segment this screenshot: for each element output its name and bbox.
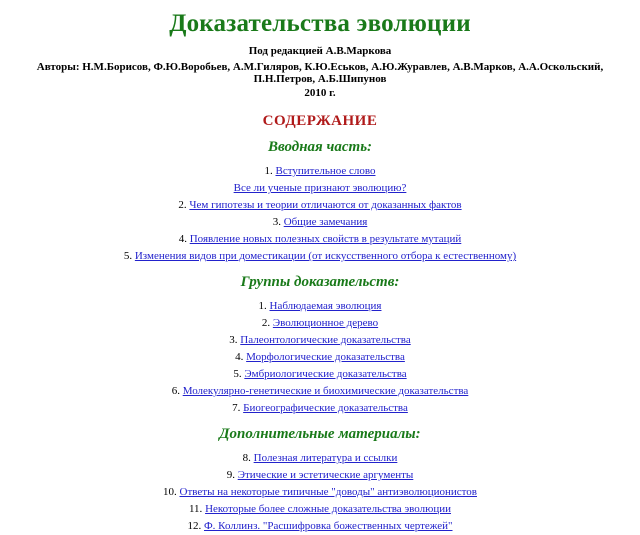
section-heading: Группы доказательств: <box>240 274 400 290</box>
toc-link[interactable]: Все ли ученые признают эволюцию? <box>233 182 407 194</box>
section-heading: Вводная часть: <box>267 139 373 155</box>
toc-link[interactable]: Изменения видов при доместикации (от искусственного отбора к естественному) <box>134 250 517 262</box>
list-item <box>0 214 640 231</box>
toc-link[interactable]: Ф. Коллинз. "Расшифровка божественных чертежей" <box>203 520 453 532</box>
item-number: 5. <box>233 368 242 380</box>
item-number: 3. <box>229 334 238 346</box>
toc-section-evidence-groups <box>0 274 640 417</box>
year-line: 2010 г. <box>304 87 336 99</box>
list-item <box>0 484 640 501</box>
list-item <box>0 450 640 467</box>
toc-link[interactable]: Морфологические доказательства <box>246 351 405 363</box>
item-number: 3. <box>272 216 281 228</box>
item-number: 1. <box>258 300 267 312</box>
toc-link[interactable]: Биогеографические доказательства <box>243 402 408 414</box>
list-item <box>0 366 640 383</box>
item-number: 9. <box>226 469 235 481</box>
list-item <box>0 501 640 518</box>
item-number: 2. <box>261 317 271 329</box>
list-item <box>0 400 640 417</box>
list-item <box>0 180 640 197</box>
toc-link[interactable]: Ответы на некоторые типичные "доводы" антиэволюционистов <box>179 486 477 498</box>
section-heading: Дополнительные материалы: <box>219 426 421 442</box>
item-number: 12. <box>187 520 202 532</box>
toc-section-additional <box>0 426 640 535</box>
item-number: 10. <box>163 486 177 498</box>
list-item <box>0 197 640 214</box>
item-number: 7. <box>232 402 241 414</box>
list-item <box>0 349 640 366</box>
page-title: Доказательства эволюции <box>169 10 471 37</box>
item-number: 8. <box>242 452 251 464</box>
item-number: 5. <box>123 250 133 262</box>
list-item <box>0 298 640 315</box>
toc-link[interactable]: Полезная литература и ссылки <box>253 452 398 464</box>
toc-link[interactable]: Эмбриологические доказательства <box>244 368 407 380</box>
list-item <box>0 467 640 484</box>
item-number: 4. <box>235 351 244 363</box>
toc-heading: СОДЕРЖАНИЕ <box>262 113 378 129</box>
toc-link[interactable]: Этические и эстетические аргументы <box>237 469 414 481</box>
toc-link[interactable]: Некоторые более сложные доказательства эволюции <box>205 503 452 515</box>
authors-line: Авторы: Н.М.Борисов, Ф.Ю.Воробьев, А.М.Гиляров, К.Ю.Еськов, А.Ю.Журавлев, А.В.Марков, А.А.Оскольский, П.Н.Петров, А.Б.Шипунов <box>36 61 604 85</box>
list-item <box>0 332 640 349</box>
toc-section-intro <box>0 139 640 265</box>
toc-link[interactable]: Чем гипотезы и теории отличаются от доказанных фактов <box>189 199 462 211</box>
toc-link[interactable]: Палеонтологические доказательства <box>240 334 411 346</box>
toc-link[interactable]: Наблюдаемая эволюция <box>269 300 382 312</box>
list-item <box>0 315 640 332</box>
item-number: 11. <box>188 503 203 515</box>
toc-link[interactable]: Появление новых полезных свойств в результате мутаций <box>189 233 462 245</box>
list-item <box>0 231 640 248</box>
toc-link[interactable]: Молекулярно-генетические и биохимические доказательства <box>182 385 469 397</box>
item-number: 6. <box>171 385 180 397</box>
toc-link[interactable]: Эволюционное дерево <box>272 317 379 329</box>
list-item <box>0 163 640 180</box>
item-number: 4. <box>178 233 187 245</box>
toc-link[interactable]: Общие замечания <box>283 216 368 228</box>
editor-line: Под редакцией А.В.Маркова <box>248 45 392 57</box>
item-number: 2. <box>178 199 187 211</box>
list-item <box>0 248 640 265</box>
toc-link[interactable]: Вступительное слово <box>275 165 376 177</box>
item-number: 1. <box>264 165 273 177</box>
list-item <box>0 518 640 535</box>
list-item <box>0 383 640 400</box>
